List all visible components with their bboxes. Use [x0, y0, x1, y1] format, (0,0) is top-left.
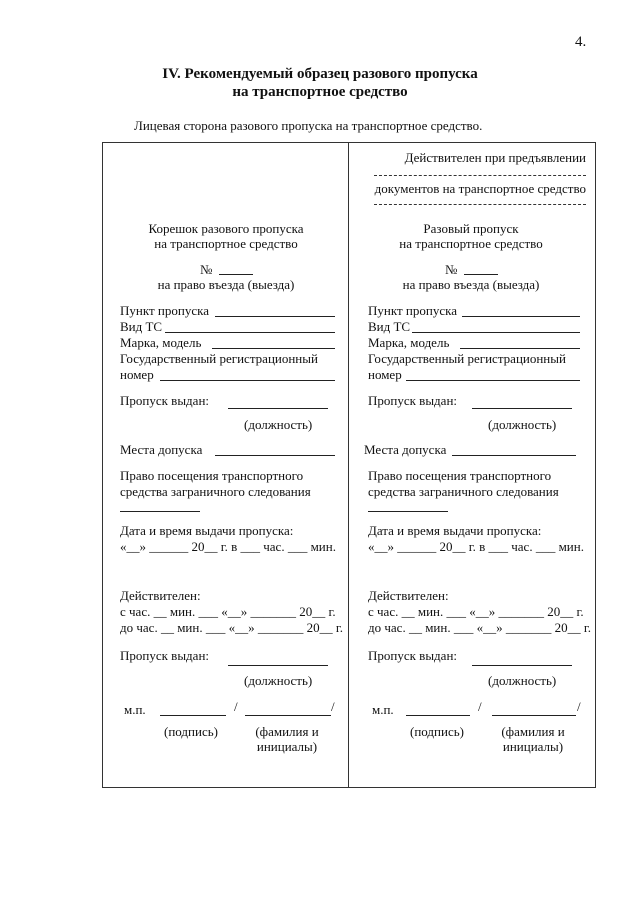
intro-text: Лицевая сторона разового пропуска на транспортное средство. — [134, 118, 483, 133]
pass-position-caption: (должность) — [488, 417, 557, 432]
pass-number-blank — [464, 274, 498, 275]
stub-position-caption: (должность) — [244, 417, 313, 432]
pass-slash: / — [577, 699, 581, 714]
pass-name-caption-2: инициалы) — [502, 739, 564, 754]
stub-entry-label: на право въезда (выезда) — [157, 277, 295, 292]
pass-field-make-model: Марка, модель — [368, 335, 450, 350]
stub-datetime-value: «__» ______ 20__ г. в ___ час. ___ мин. — [120, 539, 336, 554]
pass-heading-line-1: Разовый пропуск — [423, 221, 519, 236]
stub-signature-caption: (подпись) — [164, 724, 218, 739]
stub-places-label: Места допуска — [120, 442, 203, 457]
stub-datetime-label: Дата и время выдачи пропуска: — [120, 523, 294, 538]
stub-heading-line-2: на транспортное средство — [154, 236, 298, 251]
pass-field-blank — [412, 332, 580, 333]
pass-field-registration: Государственный регистрационный — [368, 351, 566, 366]
pass-number-label: № — [445, 262, 458, 277]
stub-signature-blank — [160, 715, 226, 716]
pass-datetime-value: «__» ______ 20__ г. в ___ час. ___ мин. — [368, 539, 584, 554]
stub-position-blank — [228, 408, 328, 409]
document-title-line-2: на транспортное средство — [232, 84, 408, 100]
pass-stamp-place: м.п. — [372, 702, 394, 717]
stub-issued-label-2: Пропуск выдан: — [120, 648, 210, 663]
stub-position-blank-2 — [228, 665, 328, 666]
pass-field-checkpoint: Пункт пропуска — [368, 303, 457, 318]
pass-position-blank — [472, 408, 572, 409]
stub-field-make-model: Марка, модель — [120, 335, 202, 350]
stub-field-checkpoint: Пункт пропуска — [120, 303, 209, 318]
document-title-line-1: IV. Рекомендуемый образец разового пропуска — [162, 66, 478, 82]
stub-name-caption-2: инициалы) — [256, 739, 318, 754]
stub-field-number: номер — [120, 367, 154, 382]
stub-slash: / — [331, 699, 335, 714]
pass-valid-to: до час. __ мин. ___ «__» _______ 20__ г. — [368, 620, 591, 635]
pass-visit-line-2: средства заграничного следования — [368, 484, 559, 499]
dash-separator — [374, 175, 586, 176]
pass-field-number: номер — [368, 367, 402, 382]
stub-visit-line-1: Право посещения транспортного — [120, 468, 304, 483]
validity-note-line-1: Действителен при предъявлении — [404, 150, 586, 165]
pass-name-blank — [492, 715, 576, 716]
form-column-divider — [348, 142, 349, 788]
stub-valid-label: Действителен: — [120, 588, 201, 603]
stub-slash: / — [234, 699, 238, 714]
stub-position-caption-2: (должность) — [244, 673, 313, 688]
stub-name-blank — [245, 715, 331, 716]
stub-places-blank — [215, 455, 335, 456]
pass-places-label: Места допуска — [364, 442, 447, 457]
pass-name-caption-1: (фамилия и — [501, 724, 565, 739]
pass-valid-from: с час. __ мин. ___ «__» _______ 20__ г. — [368, 604, 584, 619]
stub-heading-line-1: Корешок разового пропуска — [148, 221, 304, 236]
pass-valid-label: Действителен: — [368, 588, 449, 603]
stub-number-label: № — [200, 262, 213, 277]
pass-slash: / — [478, 699, 482, 714]
pass-signature-blank — [406, 715, 470, 716]
pass-places-blank — [452, 455, 576, 456]
stub-issued-label: Пропуск выдан: — [120, 393, 210, 408]
pass-datetime-label: Дата и время выдачи пропуска: — [368, 523, 542, 538]
pass-field-blank — [462, 316, 580, 317]
dash-separator — [374, 204, 586, 205]
pass-heading-line-2: на транспортное средство — [399, 236, 543, 251]
stub-field-vehicle-type: Вид ТС — [120, 319, 163, 334]
stub-valid-to: до час. __ мин. ___ «__» _______ 20__ г. — [120, 620, 343, 635]
pass-issued-label: Пропуск выдан: — [368, 393, 458, 408]
stub-field-blank — [160, 380, 335, 381]
pass-visit-blank — [368, 511, 448, 512]
pass-entry-label: на право въезда (выезда) — [402, 277, 540, 292]
stub-visit-blank — [120, 511, 200, 512]
stub-stamp-place: м.п. — [124, 702, 146, 717]
pass-position-caption-2: (должность) — [488, 673, 557, 688]
stub-field-registration: Государственный регистрационный — [120, 351, 318, 366]
pass-signature-caption: (подпись) — [410, 724, 464, 739]
stub-name-caption-1: (фамилия и — [255, 724, 319, 739]
pass-visit-line-1: Право посещения транспортного — [368, 468, 552, 483]
pass-field-blank — [460, 348, 580, 349]
stub-field-blank — [215, 316, 335, 317]
page-number: 4. — [575, 34, 587, 50]
stub-valid-from: с час. __ мин. ___ «__» _______ 20__ г. — [120, 604, 336, 619]
pass-position-blank-2 — [472, 665, 572, 666]
pass-issued-label-2: Пропуск выдан: — [368, 648, 458, 663]
validity-note-line-2: документов на транспортное средство — [374, 181, 586, 196]
pass-field-vehicle-type: Вид ТС — [368, 319, 411, 334]
stub-field-blank — [212, 348, 335, 349]
stub-number-blank — [219, 274, 253, 275]
stub-visit-line-2: средства заграничного следования — [120, 484, 311, 499]
pass-field-blank — [406, 380, 580, 381]
stub-field-blank — [165, 332, 335, 333]
